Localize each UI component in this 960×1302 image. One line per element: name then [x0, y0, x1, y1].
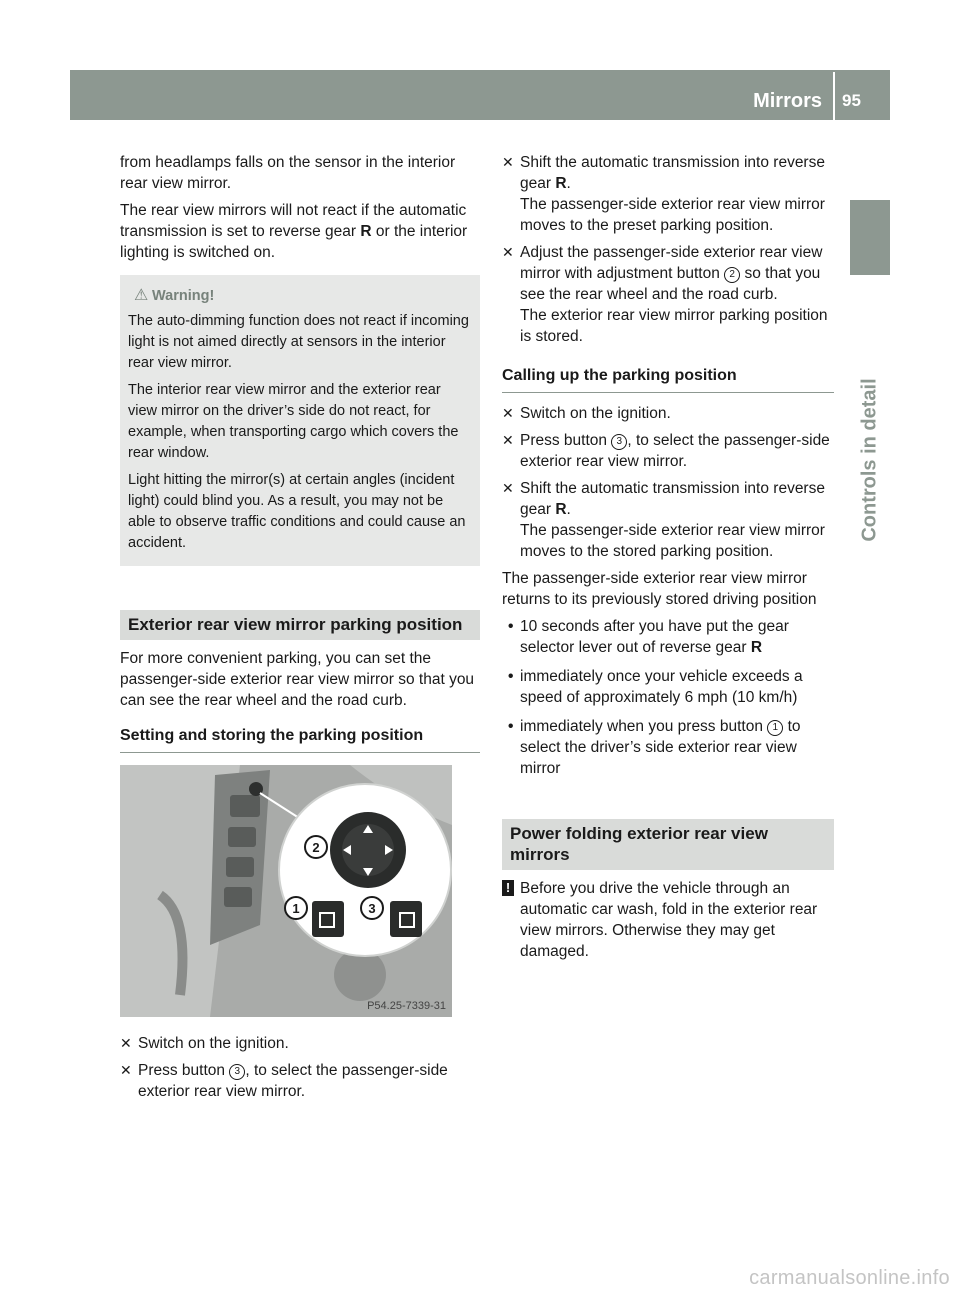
bullet-text: immediately when you press button [520, 718, 768, 735]
bullet-text: 10 seconds after you have put the gear selector lever out of reverse gear [520, 618, 789, 656]
warning-box [120, 275, 480, 566]
bullet-marker: • [508, 668, 514, 685]
warning-paragraph-2: The interior rear view mirror and the exterior rear view mirror on the driver’s side do not react, for example, when transporting cargo which covers the rear window. [128, 382, 459, 461]
warning-paragraph-1: The auto-dimming function does not react if incoming light is not aimed directly at sensors in the interior rear view mirror. [128, 313, 469, 371]
caution-text: Before you drive the vehicle through an automatic car wash, fold in the exterior rear view mirrors. Otherwise they may get damaged. [520, 880, 818, 960]
step-marker-icon: ✕ [120, 1062, 132, 1078]
warning-header [128, 285, 472, 307]
step-adjust-mirror [502, 242, 834, 347]
callout-1-label: 1 [292, 901, 300, 916]
button-number-badge: 3 [611, 434, 627, 450]
intro-text-end: or the interior lighting is switched on. [120, 223, 468, 261]
button-number-badge: 1 [767, 720, 783, 736]
intro-paragraph-1: from headlamps falls on the sensor in the interior rear view mirror. [120, 154, 456, 192]
bullet-item [502, 716, 834, 779]
callout-2-label: 2 [312, 840, 320, 855]
step-result: The passenger-side exterior rear view mirror moves to the preset parking position. [520, 196, 825, 234]
step-press-button-2 [502, 430, 834, 472]
step-text: Adjust the passenger-side exterior rear view mirror with adjustment button [520, 244, 823, 282]
step-text: Switch on the ignition. [138, 1035, 289, 1052]
step-result: The exterior rear view mirror parking position is stored. [520, 307, 828, 345]
bullet-item [502, 616, 834, 658]
step-marker-icon: ✕ [502, 244, 514, 260]
chapter-tab [850, 200, 890, 275]
section-paragraph: For more convenient parking, you can set the passenger-side exterior rear view mirror so that you can see the rear wheel and the road curb. [120, 650, 475, 709]
right-column [502, 152, 834, 968]
bullet-text-end: to select the driver’s side exterior rear view mirror [520, 718, 801, 777]
section-heading-power-folding: Power folding exterior rear view mirrors [502, 819, 834, 870]
step-shift-reverse [502, 152, 834, 236]
button-number-badge: 2 [724, 267, 740, 283]
warning-paragraph-3: Light hitting the mirror(s) at certain angles (incident light) could blind you. As a result, you may not be able to observe traffic conditions and could cause an accident. [128, 472, 466, 551]
step-text-end: . [566, 175, 571, 192]
callout-3-label: 3 [368, 901, 376, 916]
step-text: Shift the automatic transmission into reverse gear [520, 154, 825, 192]
step-text-end: so that you see the rear wheel and the road curb. [520, 265, 821, 303]
step-text-end: , to select the passenger-side exterior rear view mirror. [138, 1062, 448, 1100]
step-marker-icon: ✕ [120, 1035, 132, 1051]
header-divider [833, 72, 835, 120]
door-switch-illustration [120, 765, 452, 1017]
step-text: Switch on the ignition. [520, 405, 671, 422]
step-marker-icon: ✕ [502, 405, 514, 421]
step-ignition-2 [502, 403, 834, 424]
intro-paragraph-2 [120, 200, 480, 263]
section-heading-parking: Exterior rear view mirror parking position [120, 610, 480, 640]
chapter-label-text: Controls in detail [858, 378, 881, 542]
step-marker-icon: ✕ [502, 480, 514, 496]
caution-icon: ! [502, 880, 514, 896]
button-number-badge: 3 [229, 1064, 245, 1080]
door-switch-photo [120, 765, 452, 1017]
intro-text: The rear view mirrors will not react if the automatic transmission is set to reverse gear [120, 202, 467, 240]
subheading-calling-up: Calling up the parking position [502, 365, 834, 393]
gear-letter: R [555, 501, 567, 518]
step-press-button [120, 1060, 480, 1102]
bullet-item [502, 666, 834, 708]
step-shift-reverse-2 [502, 478, 834, 562]
page-number: 95 [842, 91, 861, 110]
page-title: Mirrors [753, 90, 822, 112]
subheading-setting: Setting and storing the parking position [120, 725, 480, 753]
bullet-marker: • [508, 618, 514, 635]
step-text: Shift the automatic transmission into reverse gear [520, 480, 825, 518]
step-text-end: . [566, 501, 571, 518]
bullet-text: immediately once your vehicle exceeds a speed of approximately 6 mph (10 km/h) [520, 668, 803, 706]
step-ignition [120, 1033, 480, 1054]
gear-letter: R [555, 175, 567, 192]
step-result: The passenger-side exterior rear view mirror moves to the stored parking position. [520, 522, 825, 560]
bullet-marker: • [508, 718, 514, 735]
left-column [120, 152, 480, 1108]
warning-triangle-icon: ⚠ [134, 287, 149, 304]
warning-title: Warning! [152, 288, 215, 304]
gear-letter: R [750, 639, 763, 656]
step-text-end: , to select the passenger-side exterior rear view mirror. [520, 432, 830, 470]
caution-note [502, 878, 834, 962]
photo-code: P54.25-7339-31 [367, 1000, 446, 1012]
returns-paragraph: The passenger-side exterior rear view mirror returns to its previously stored driving position [502, 570, 817, 608]
gear-letter: R [360, 223, 372, 240]
step-marker-icon: ✕ [502, 154, 514, 170]
step-marker-icon: ✕ [502, 432, 514, 448]
watermark: carmanualsonline.info [749, 1267, 950, 1289]
step-text: Press button [138, 1062, 230, 1079]
step-text: Press button [520, 432, 612, 449]
